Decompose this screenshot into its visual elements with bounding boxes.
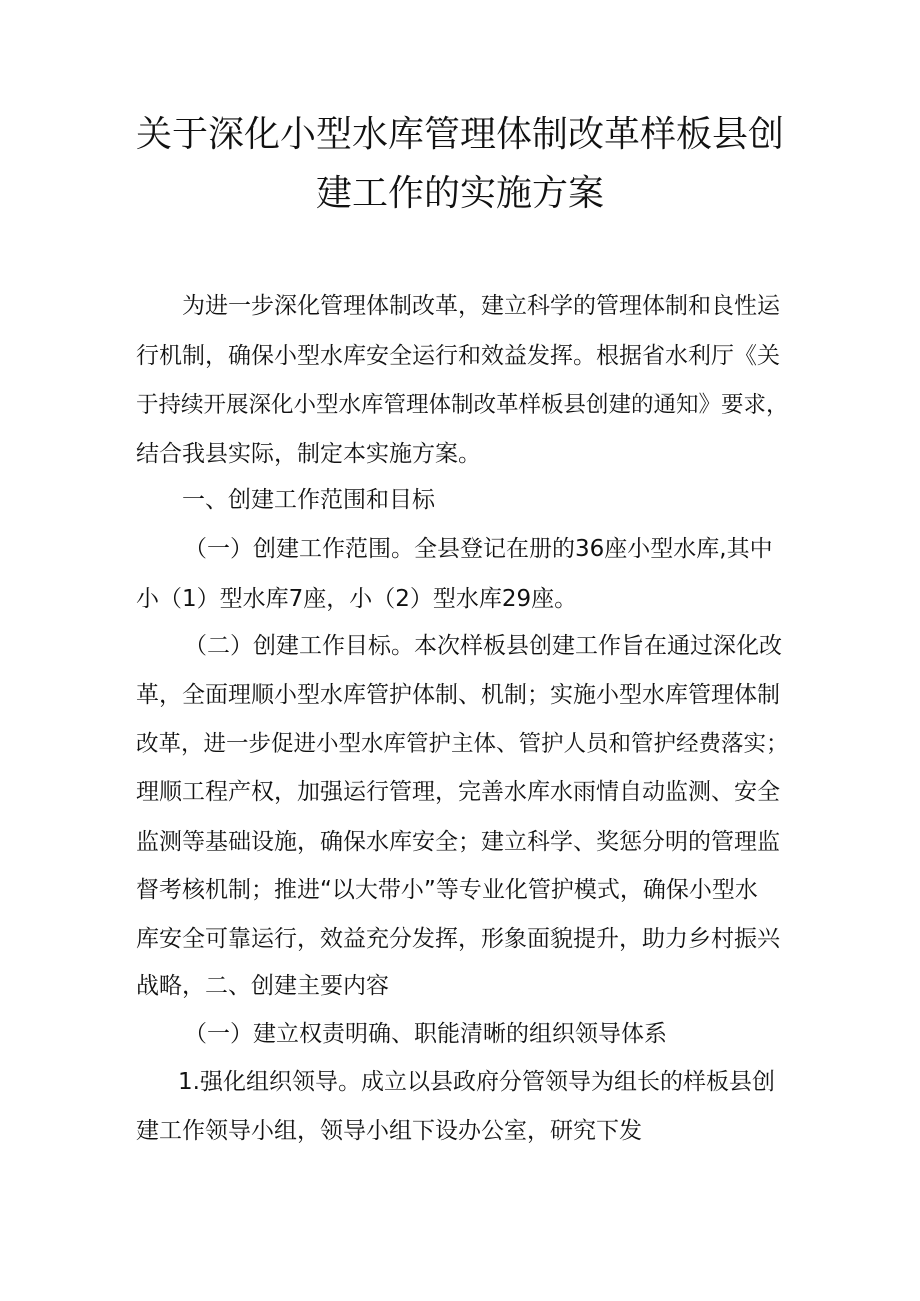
paragraph-line: 行机制，确保小型水库安全运行和效益发挥。根据省水利厅《关 <box>136 343 780 369</box>
section-heading: 一、创建工作范围和目标 <box>182 487 435 513</box>
paragraph-line: 理顺工程产权，加强运行管理，完善水库水雨情自动监测、安全 <box>136 779 780 805</box>
paragraph-line: 革，全面理顺小型水库管护体制、机制；实施小型水库管理体制 <box>136 682 780 708</box>
paragraph-line: 为进一步深化管理体制改革，建立科学的管理体制和良性运 <box>182 293 780 319</box>
paragraph-line: 改革，进一步促进小型水库管护主体、管护人员和管护经费落实； <box>136 731 789 757</box>
paragraph-line: 1.强化组织领导。成立以县政府分管领导为组长的样板县创 <box>178 1069 775 1095</box>
paragraph-line: 战略，二、创建主要内容 <box>136 973 389 999</box>
paragraph-line: 于持续开展深化小型水库管理体制改革样板县创建的通知》要求， <box>136 392 789 418</box>
paragraph-line: 结合我县实际，制定本实施方案。 <box>136 441 481 467</box>
paragraph-line: （一）创建工作范围。全县登记在册的36座小型水库,其中 <box>184 536 773 562</box>
paragraph-line: 监测等基础设施，确保水库安全；建立科学、奖惩分明的管理监 <box>136 829 780 855</box>
subsection-heading: （一）建立权责明确、职能清晰的组织领导体系 <box>184 1021 667 1047</box>
paragraph-line: （二）创建工作目标。本次样板县创建工作旨在通过深化改 <box>184 633 782 659</box>
document-title-line-2: 建工作的实施方案 <box>315 173 604 214</box>
paragraph-line: 建工作领导小组，领导小组下设办公室，研究下发 <box>136 1118 642 1144</box>
paragraph-line: 督考核机制；推进“以大带小”等专业化管护模式，确保小型水 <box>136 877 758 903</box>
document-title-line-1: 关于深化小型水库管理体制改革样板县创 <box>135 114 784 155</box>
paragraph-line: 库安全可靠运行，效益充分发挥，形象面貌提升，助力乡村振兴 <box>136 926 780 952</box>
paragraph-line: 小（1）型水库7座，小（2）型水库29座。 <box>136 586 578 612</box>
